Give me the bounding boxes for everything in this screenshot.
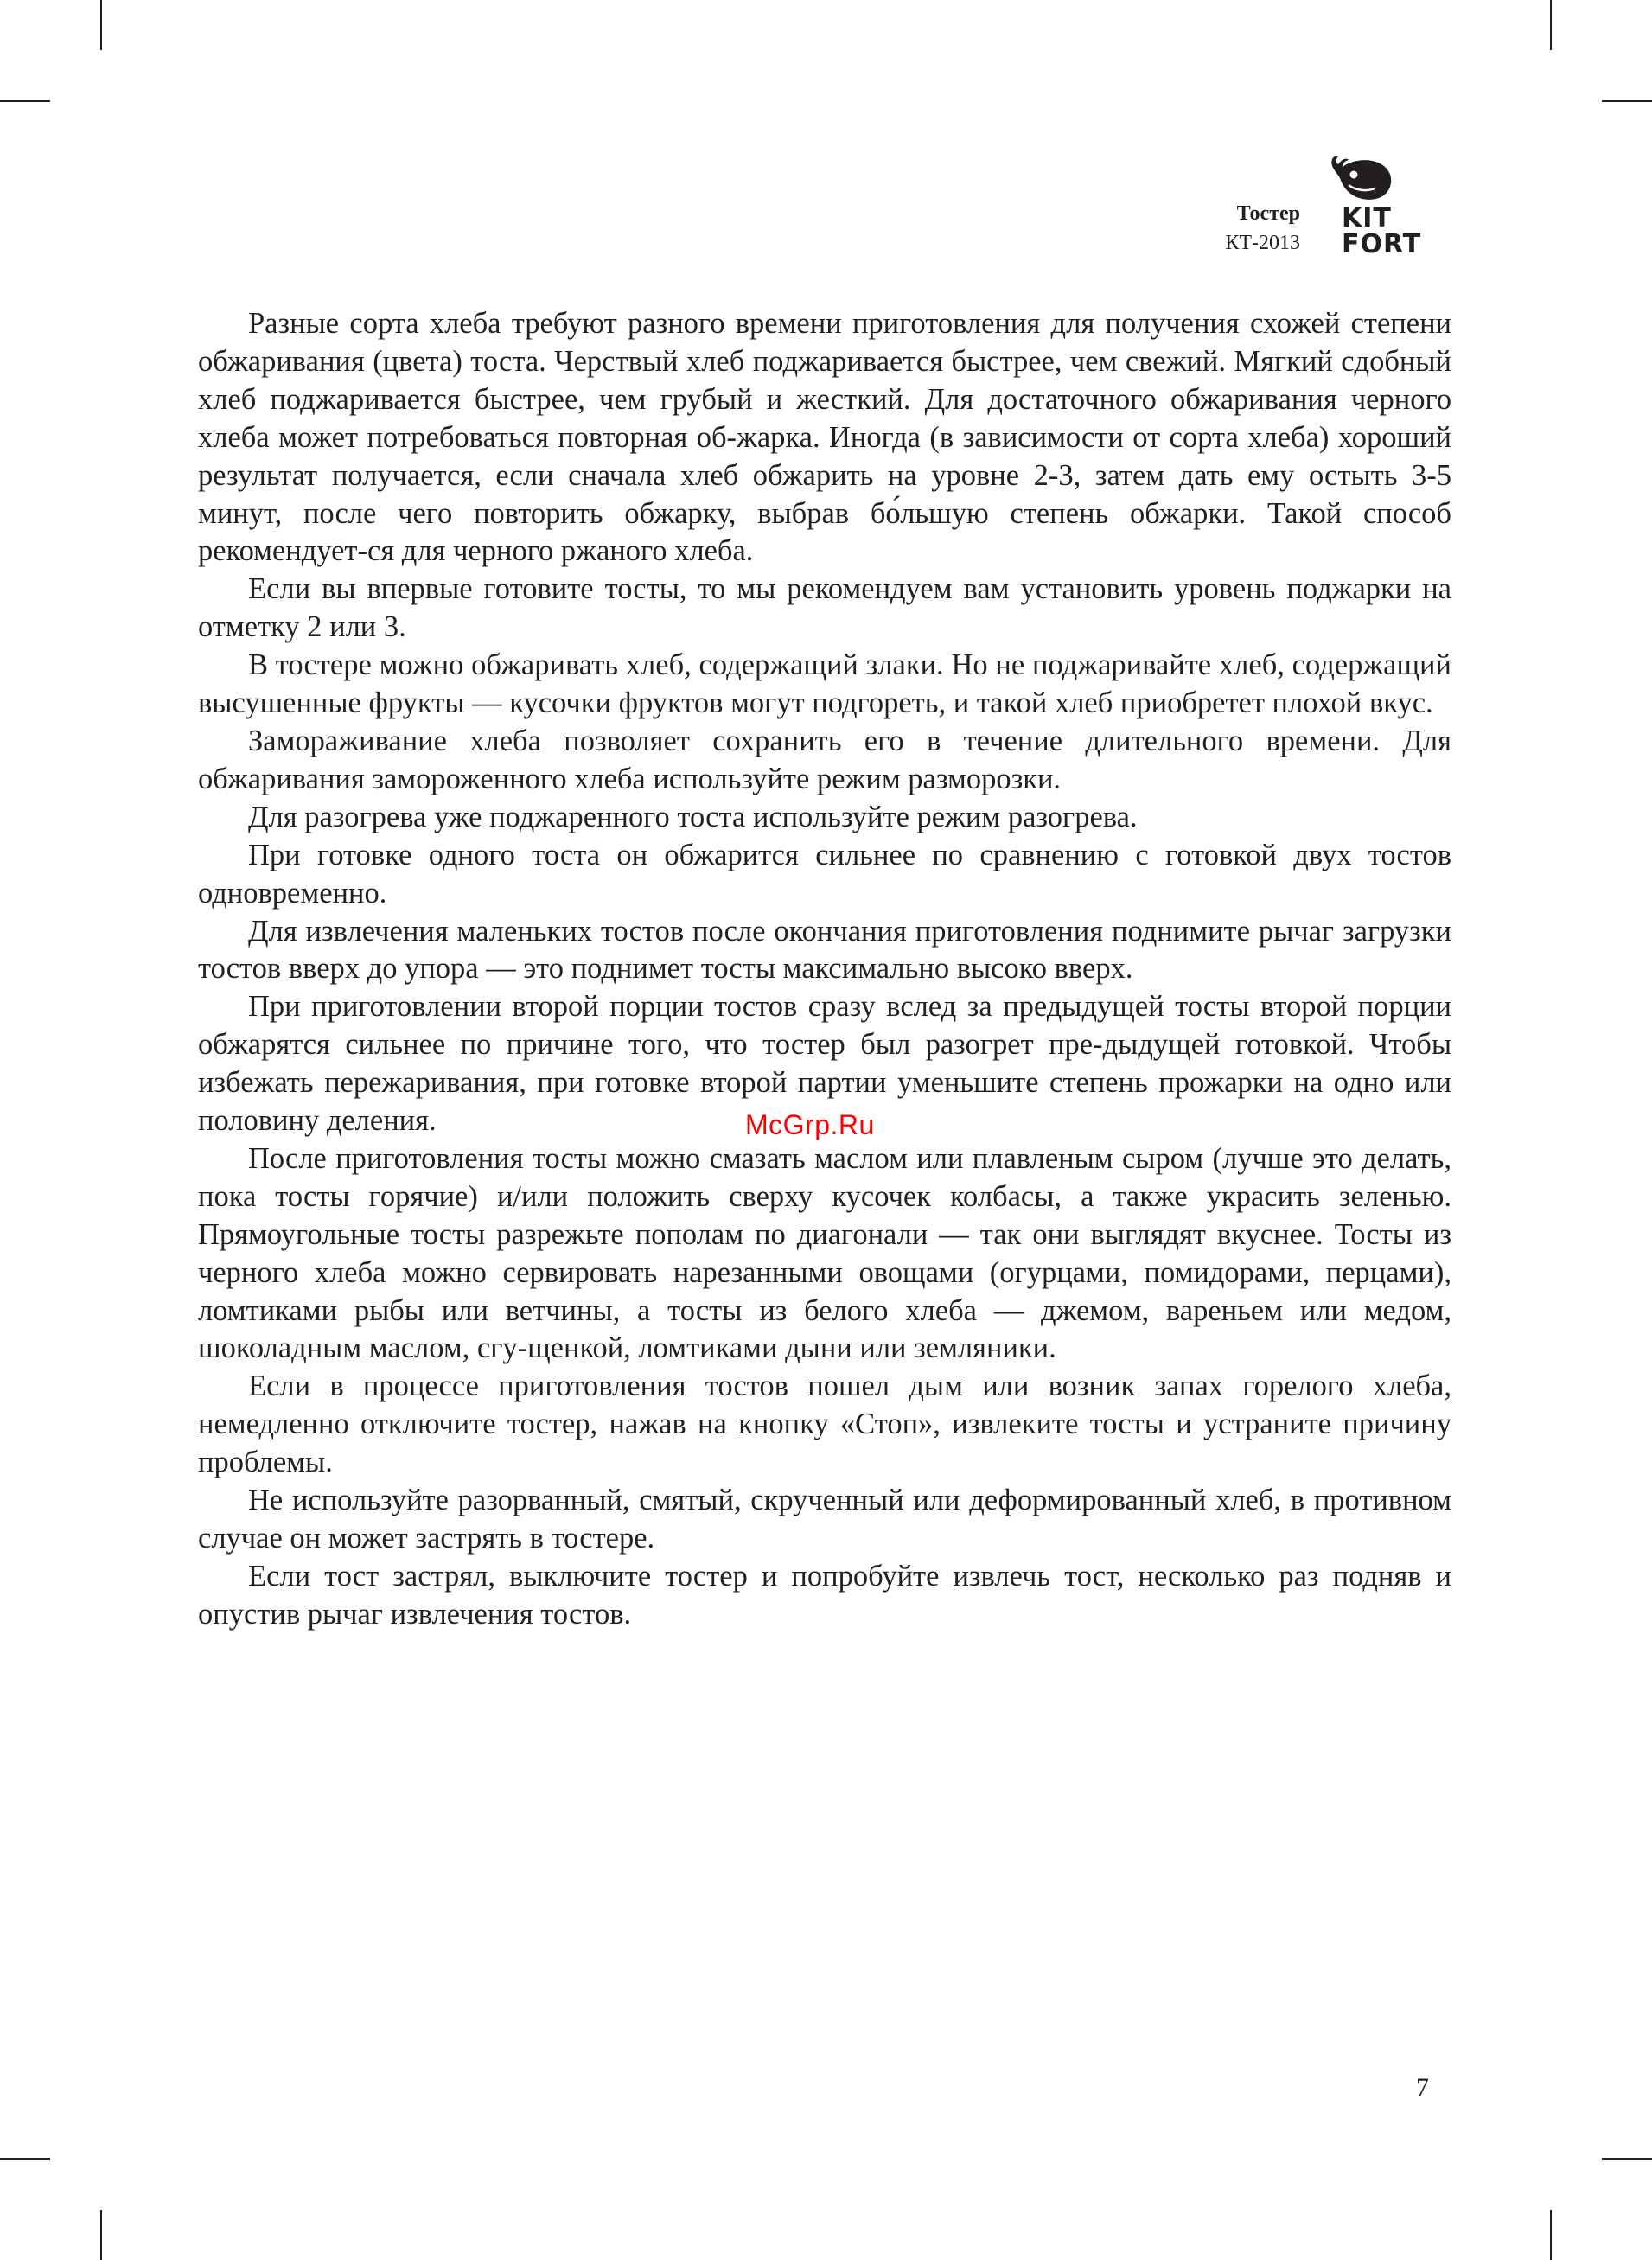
paragraph: Если вы впервые готовите тосты, то мы рекомендуем вам установить уровень поджарки на отметку 2 или 3. <box>198 572 1451 644</box>
crop-mark-top-right-horizontal <box>1602 100 1652 102</box>
crop-mark-bottom-right-vertical <box>1550 2210 1552 2260</box>
brand-wordmark <box>1342 203 1422 259</box>
crop-mark-bottom-left-horizontal <box>0 2158 50 2160</box>
body-text <box>198 305 1451 1634</box>
crop-mark-bottom-right-horizontal <box>1602 2158 1652 2160</box>
paragraph: Если в процессе приготовления тостов пошел дым или возник запах горелого хлеба, немедленно отключите тостер, нажав на кнопку «Стоп», извлеките тосты и устраните причину проблемы. <box>198 1369 1451 1479</box>
paragraph: После приготовления тосты можно смазать маслом или плавленым сыром (лучше это делать, пока тосты горячие) и/или положить сверху кусочек колбасы, а также украсить зеленью. Прямоугольные тосты разрежьте пополам по диагонали — так они выглядят вкуснее. Тосты из черного хлеба можно сервировать нарезанными овощами (огурцами, помидорами, перцами), ломтиками рыбы или ветчины, а тосты из белого хлеба — джемом, вареньем или медом, шоколадным маслом, сгу-щенкой, ломтиками дыни или земляники. <box>198 1141 1451 1365</box>
paragraph: Для извлечения маленьких тостов после окончания приготовления поднимите рычаг загрузки тостов вверх до упора — это поднимет тосты максимально высоко вверх. <box>198 914 1451 986</box>
crop-mark-top-left-vertical <box>100 0 102 50</box>
crop-mark-top-left-horizontal <box>0 100 50 102</box>
paragraph: Разные сорта хлеба требуют разного времени приготовления для получения схожей степени обжаривания (цвета) тоста. Черствый хлеб поджаривается быстрее, чем свежий. Мягкий сдобный хлеб поджаривается быстрее, чем грубый и жесткий. Для достаточного обжаривания черного хлеба может потребоваться повторная об-жарка. Иногда (в зависимости от сорта хлеба) хороший результат получается, если сначала хлеб обжарить на уровне 2-3, затем дать ему остыть 3-5 минут, после чего повторить обжарку, выбрав бо́льшую степень обжарки. Такой способ рекомендует-ся для черного ржаного хлеба. <box>198 307 1451 568</box>
paragraph: Не используйте разорванный, смятый, скрученный или деформированный хлеб, в противном случае он может застрять в тостере. <box>198 1484 1451 1555</box>
whale-icon <box>1328 152 1397 202</box>
running-header <box>1184 199 1300 258</box>
paragraph: Если тост застрял, выключите тостер и попробуйте извлечь тост, несколько раз подняв и опустив рычаг извлечения тостов. <box>198 1559 1451 1631</box>
brand-line-1: KIT <box>1342 203 1392 233</box>
watermark: McGrp.Ru <box>745 1109 875 1140</box>
page-number: 7 <box>1416 2073 1429 2102</box>
paragraph: При приготовлении второй порции тостов сразу вслед за предыдущей тосты второй порции обжарятся сильнее по причине того, что тостер был разогрет пре-дыдущей готовкой. Чтобы избежать пережаривания, при готовке второй партии уменьшите степень прожарки на одно или половину деления. <box>198 990 1451 1138</box>
product-model: КТ-2013 <box>1225 232 1300 254</box>
crop-mark-top-right-vertical <box>1550 0 1552 50</box>
kitfort-logo <box>1321 152 1438 259</box>
crop-mark-bottom-left-vertical <box>100 2210 102 2260</box>
paragraph: Для разогрева уже поджаренного тоста используйте режим разогрева. <box>248 800 1138 833</box>
paragraph: В тостере можно обжаривать хлеб, содержащий злаки. Но не поджаривайте хлеб, содержащий высушенные фрукты — кусочки фруктов могут подгореть, и такой хлеб приобретет плохой вкус. <box>198 648 1451 720</box>
paragraph: Замораживание хлеба позволяет сохранить его в течение длительного времени. Для обжаривания замороженного хлеба используйте режим разморозки. <box>198 724 1451 795</box>
paragraph: При готовке одного тоста он обжарится сильнее по сравнению с готовкой двух тостов одновременно. <box>198 838 1451 910</box>
product-title: Тостер <box>1236 202 1300 225</box>
brand-line-2: FORT <box>1342 229 1422 259</box>
